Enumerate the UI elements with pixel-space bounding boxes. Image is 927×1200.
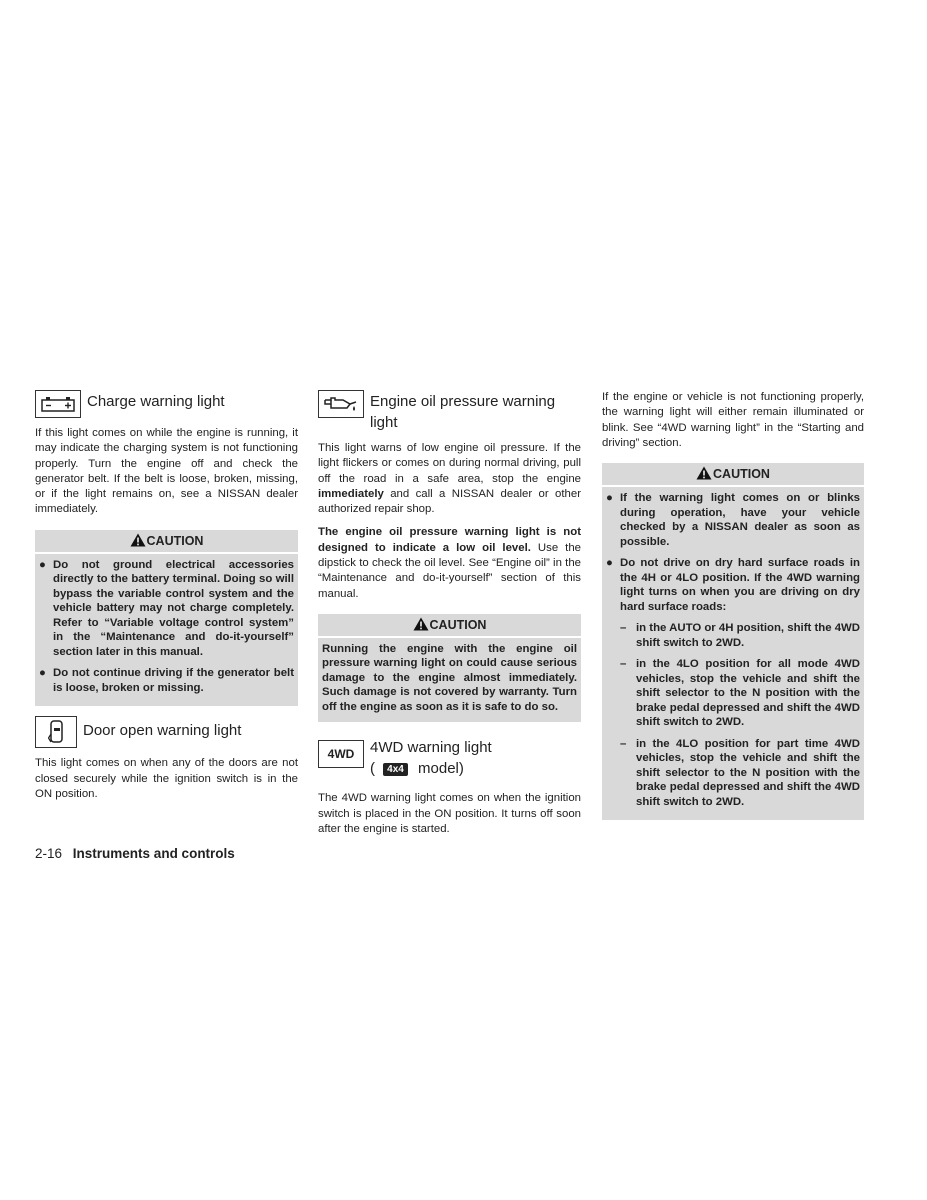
oil-can-icon: [318, 390, 364, 418]
door-open-title: Door open warning light: [83, 722, 242, 740]
caution-subitem: – in the 4LO position for part time 4WD vehicles, stop the vehicle and shift the shift selector to the N position with the brake pedal depressed and shift the 4WD shift switch to 2WD.: [620, 737, 860, 808]
dash: –: [620, 658, 627, 671]
charge-warning-title: Charge warning light: [87, 393, 225, 410]
page-number: 2-16: [35, 846, 63, 861]
caution-item: ● Do not drive on dry hard surface roads in the 4H or 4LO position. If the 4WD warning light turns on when you are driving on dry hard surface roads:: [606, 557, 860, 613]
bullet: ●: [606, 492, 613, 505]
caution-box-charge: [35, 530, 298, 707]
caution-text: Running the engine with the engine oil pressure warning light on could cause serious damage to the engine almost immediately. Such damage is not covered by warranty. Turn off the engine as soon as it is safe to do so.: [322, 642, 577, 713]
column-right: [602, 390, 864, 830]
bullet: ●: [606, 557, 613, 570]
bullet: ●: [39, 667, 46, 680]
caution-subitem: – in the 4LO position for all mode 4WD vehicles, stop the vehicle and shift the shift selector to the N position with the brake pedal depressed and shift the 4WD shift switch to 2WD.: [620, 658, 860, 729]
caution-box-oil: [318, 614, 581, 723]
door-open-icon: [35, 716, 77, 748]
caution-heading: CAUTION: [35, 530, 298, 554]
fourwd-body: The 4WD warning light comes on when the ignition switch is placed in the ON position. It turns off soon after the engine is started.: [318, 792, 581, 836]
fourwd-badge-icon: 4x4: [383, 763, 408, 776]
fourwd-header: [318, 736, 581, 779]
door-open-body: This light comes on when any of the doors are not closed securely while the ignition switch is in the ON position.: [35, 757, 298, 800]
warning-triangle-icon: [413, 617, 429, 631]
caution-box-fourwd: [602, 463, 864, 820]
page-footer: [35, 846, 235, 861]
column-middle: [318, 390, 581, 845]
fourwd-icon: 4WD: [318, 740, 364, 768]
warning-triangle-icon: [130, 533, 146, 547]
caution-item: ● Do not ground electrical accessories directly to the battery terminal. Doing so will bypass the variable control system and the vehicle battery may not charge completely. Refer to “Variable voltage control system” in the “Maintenance and do-it-yourself” section later in this manual.: [39, 558, 294, 658]
section-title: Instruments and controls: [72, 846, 235, 861]
oil-pressure-title: Engine oil pressure warning light: [370, 393, 556, 431]
caution-item: ● Do not continue driving if the generator belt is loose, broken or missing.: [39, 667, 294, 694]
fourwd-continued-body: If the engine or vehicle is not functioning properly, the warning light will either remain illuminated or blink. See “4WD warning light” in the “Starting and driving” section.: [602, 391, 864, 449]
fourwd-title: 4WD warning light ( 4x4 model): [370, 739, 492, 778]
caution-item: ● If the warning light comes on or blinks during operation, have your vehicle checked by a NISSAN dealer as soon as possible.: [606, 492, 860, 548]
warning-triangle-icon: [696, 466, 712, 480]
caution-heading: CAUTION: [602, 463, 864, 487]
charge-warning-header: [35, 390, 298, 418]
dash: –: [620, 737, 627, 750]
caution-heading: CAUTION: [318, 614, 581, 638]
charge-warning-body: If this light comes on while the engine is running, it may indicate the charging system is not functioning properly. Turn the engine off and check the generator belt. If the belt is loose, broken, missing, or if the light remains on, see a NISSAN dealer immediately.: [35, 427, 298, 516]
oil-pressure-body-1: This light warns of low engine oil pressure. If the light flickers or comes on during normal driving, pull off the road in a safe area, stop the engine immediately and call a NISSAN dealer or other authorized repair shop.: [318, 442, 581, 516]
oil-pressure-header: [318, 390, 581, 433]
caution-subitem: – in the AUTO or 4H position, shift the 4WD shift switch to 2WD.: [620, 622, 861, 649]
bullet: ●: [39, 558, 46, 571]
column-left: [35, 390, 298, 810]
battery-icon: [35, 390, 81, 418]
oil-pressure-body-2: The engine oil pressure warning light is not designed to indicate a low oil level. Use the dipstick to check the oil level. See “Engine oil” in the “Maintenance and do-it-yourself” section of this manual.: [318, 526, 581, 600]
dash: –: [620, 622, 627, 635]
door-open-header: [35, 716, 298, 748]
